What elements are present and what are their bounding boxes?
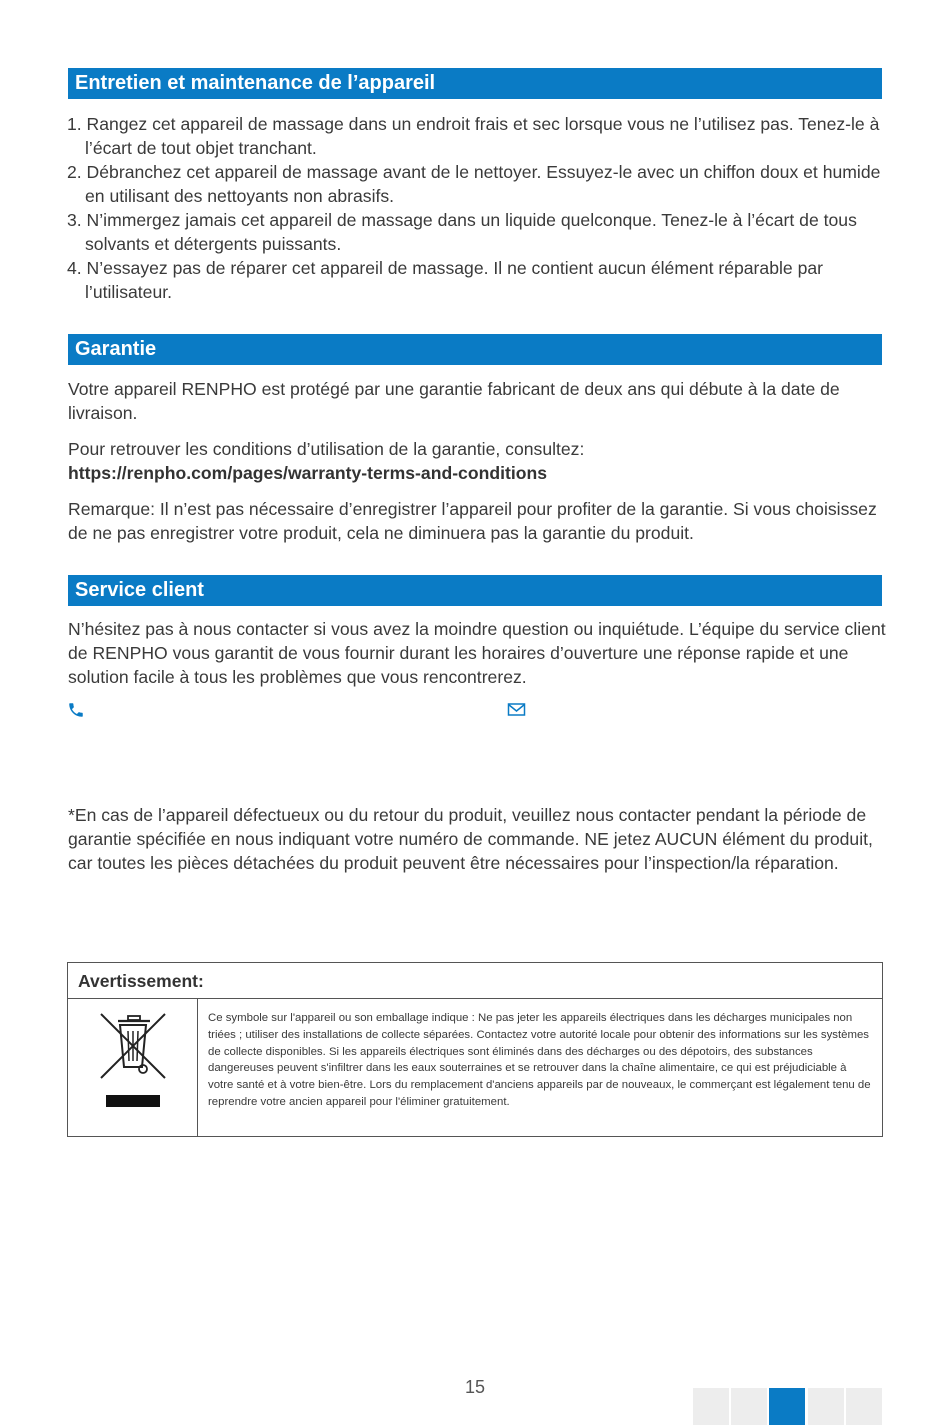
page-number: 15 — [464, 1377, 486, 1397]
maintenance-list — [67, 112, 887, 304]
list-item: 2. Débranchez cet appareil de massage avant de le nettoyer. Essuyez-le avec un chiffon doux et humide en utilisant des nettoyants non abrasifs. — [67, 162, 881, 206]
warranty-conditions — [68, 437, 886, 485]
list-item: 4. N’essayez pas de réparer cet appareil de massage. Il ne contient aucun élément réparable par l’utilisateur. — [67, 258, 823, 302]
warning-title: Avertissement: — [68, 963, 882, 999]
section-title-warranty: Garantie — [68, 334, 882, 365]
section-tab-2 — [731, 1388, 767, 1425]
warranty-url-link[interactable]: https://renpho.com/pages/warranty-terms-and-conditions — [68, 463, 547, 483]
section-tab-1 — [693, 1388, 729, 1425]
warning-icon-cell — [68, 999, 198, 1136]
service-return-note: *En cas de l’appareil défectueux ou du retour du produit, veuillez nous contacter pendant la période de garantie spécifiée en nous indiquant votre numéro de commande. NE jetez AUCUN élément du produit, car toutes les pièces détachées du produit peuvent être nécessaires pour l’inspection/la réparation. — [68, 805, 873, 873]
warranty-conditions-intro: Pour retrouver les conditions d’utilisation de la garantie, consultez: — [68, 439, 585, 459]
phone-icon — [67, 701, 85, 724]
section-tab-4 — [808, 1388, 844, 1425]
list-item: 1. Rangez cet appareil de massage dans un endroit frais et sec lorsque vous ne l’utilisez pas. Tenez-le à l’écart de tout objet tranchant. — [67, 114, 880, 158]
section-tab-3-active — [769, 1388, 805, 1425]
warranty-paragraph: Votre appareil RENPHO est protégé par une garantie fabricant de deux ans qui débute à la date de livraison. — [68, 379, 840, 423]
service-paragraph: N’hésitez pas à nous contacter si vous avez la moindre question ou inquiétude. L’équipe du service client de RENPHO vous garantit de vous fournir durant les horaires d’ouverture une réponse rapide et une solution facile à tous les problèmes que vous rencontrerez. — [68, 619, 886, 687]
section-title-maintenance: Entretien et maintenance de l’appareil — [68, 68, 882, 99]
section-title-service: Service client — [68, 575, 882, 606]
crossed-out-wheelie-bin-icon — [96, 1009, 170, 1116]
warranty-note: Remarque: Il n’est pas nécessaire d’enregistrer l’appareil pour profiter de la garantie. Si vous choisissez de ne pas enregistrer votre produit, cela ne diminuera pas la garantie du produit. — [68, 499, 877, 543]
warning-box — [67, 962, 883, 1137]
section-tab-5 — [846, 1388, 882, 1425]
mail-icon — [507, 702, 527, 723]
list-item: 3. N’immergez jamais cet appareil de massage dans un liquide quelconque. Tenez-le à l’écart de tous solvants et détergents puissants. — [67, 210, 857, 254]
warning-text: Ce symbole sur l'appareil ou son emballage indique : Ne pas jeter les appareils électriques dans les décharges municipales non triées ; utiliser des installations de collecte séparées. Contactez votre autorité locale pour obtenir des informations sur les systèmes de collecte disponibles. Si les appareils électriques sont éliminés dans des décharges ou des dépotoirs, des substances dangereuses peuvent s'infiltrer dans les eaux souterraines et se retrouver dans la chaîne alimentaire, ce qui est préjudiciable à votre santé et à votre bien-être. Lors du remplacement d'anciens appareils par de nouveaux, le commerçant est légalement tenu de reprendre votre ancien appareil pour l'éliminer gratuitement. — [208, 1012, 871, 1108]
